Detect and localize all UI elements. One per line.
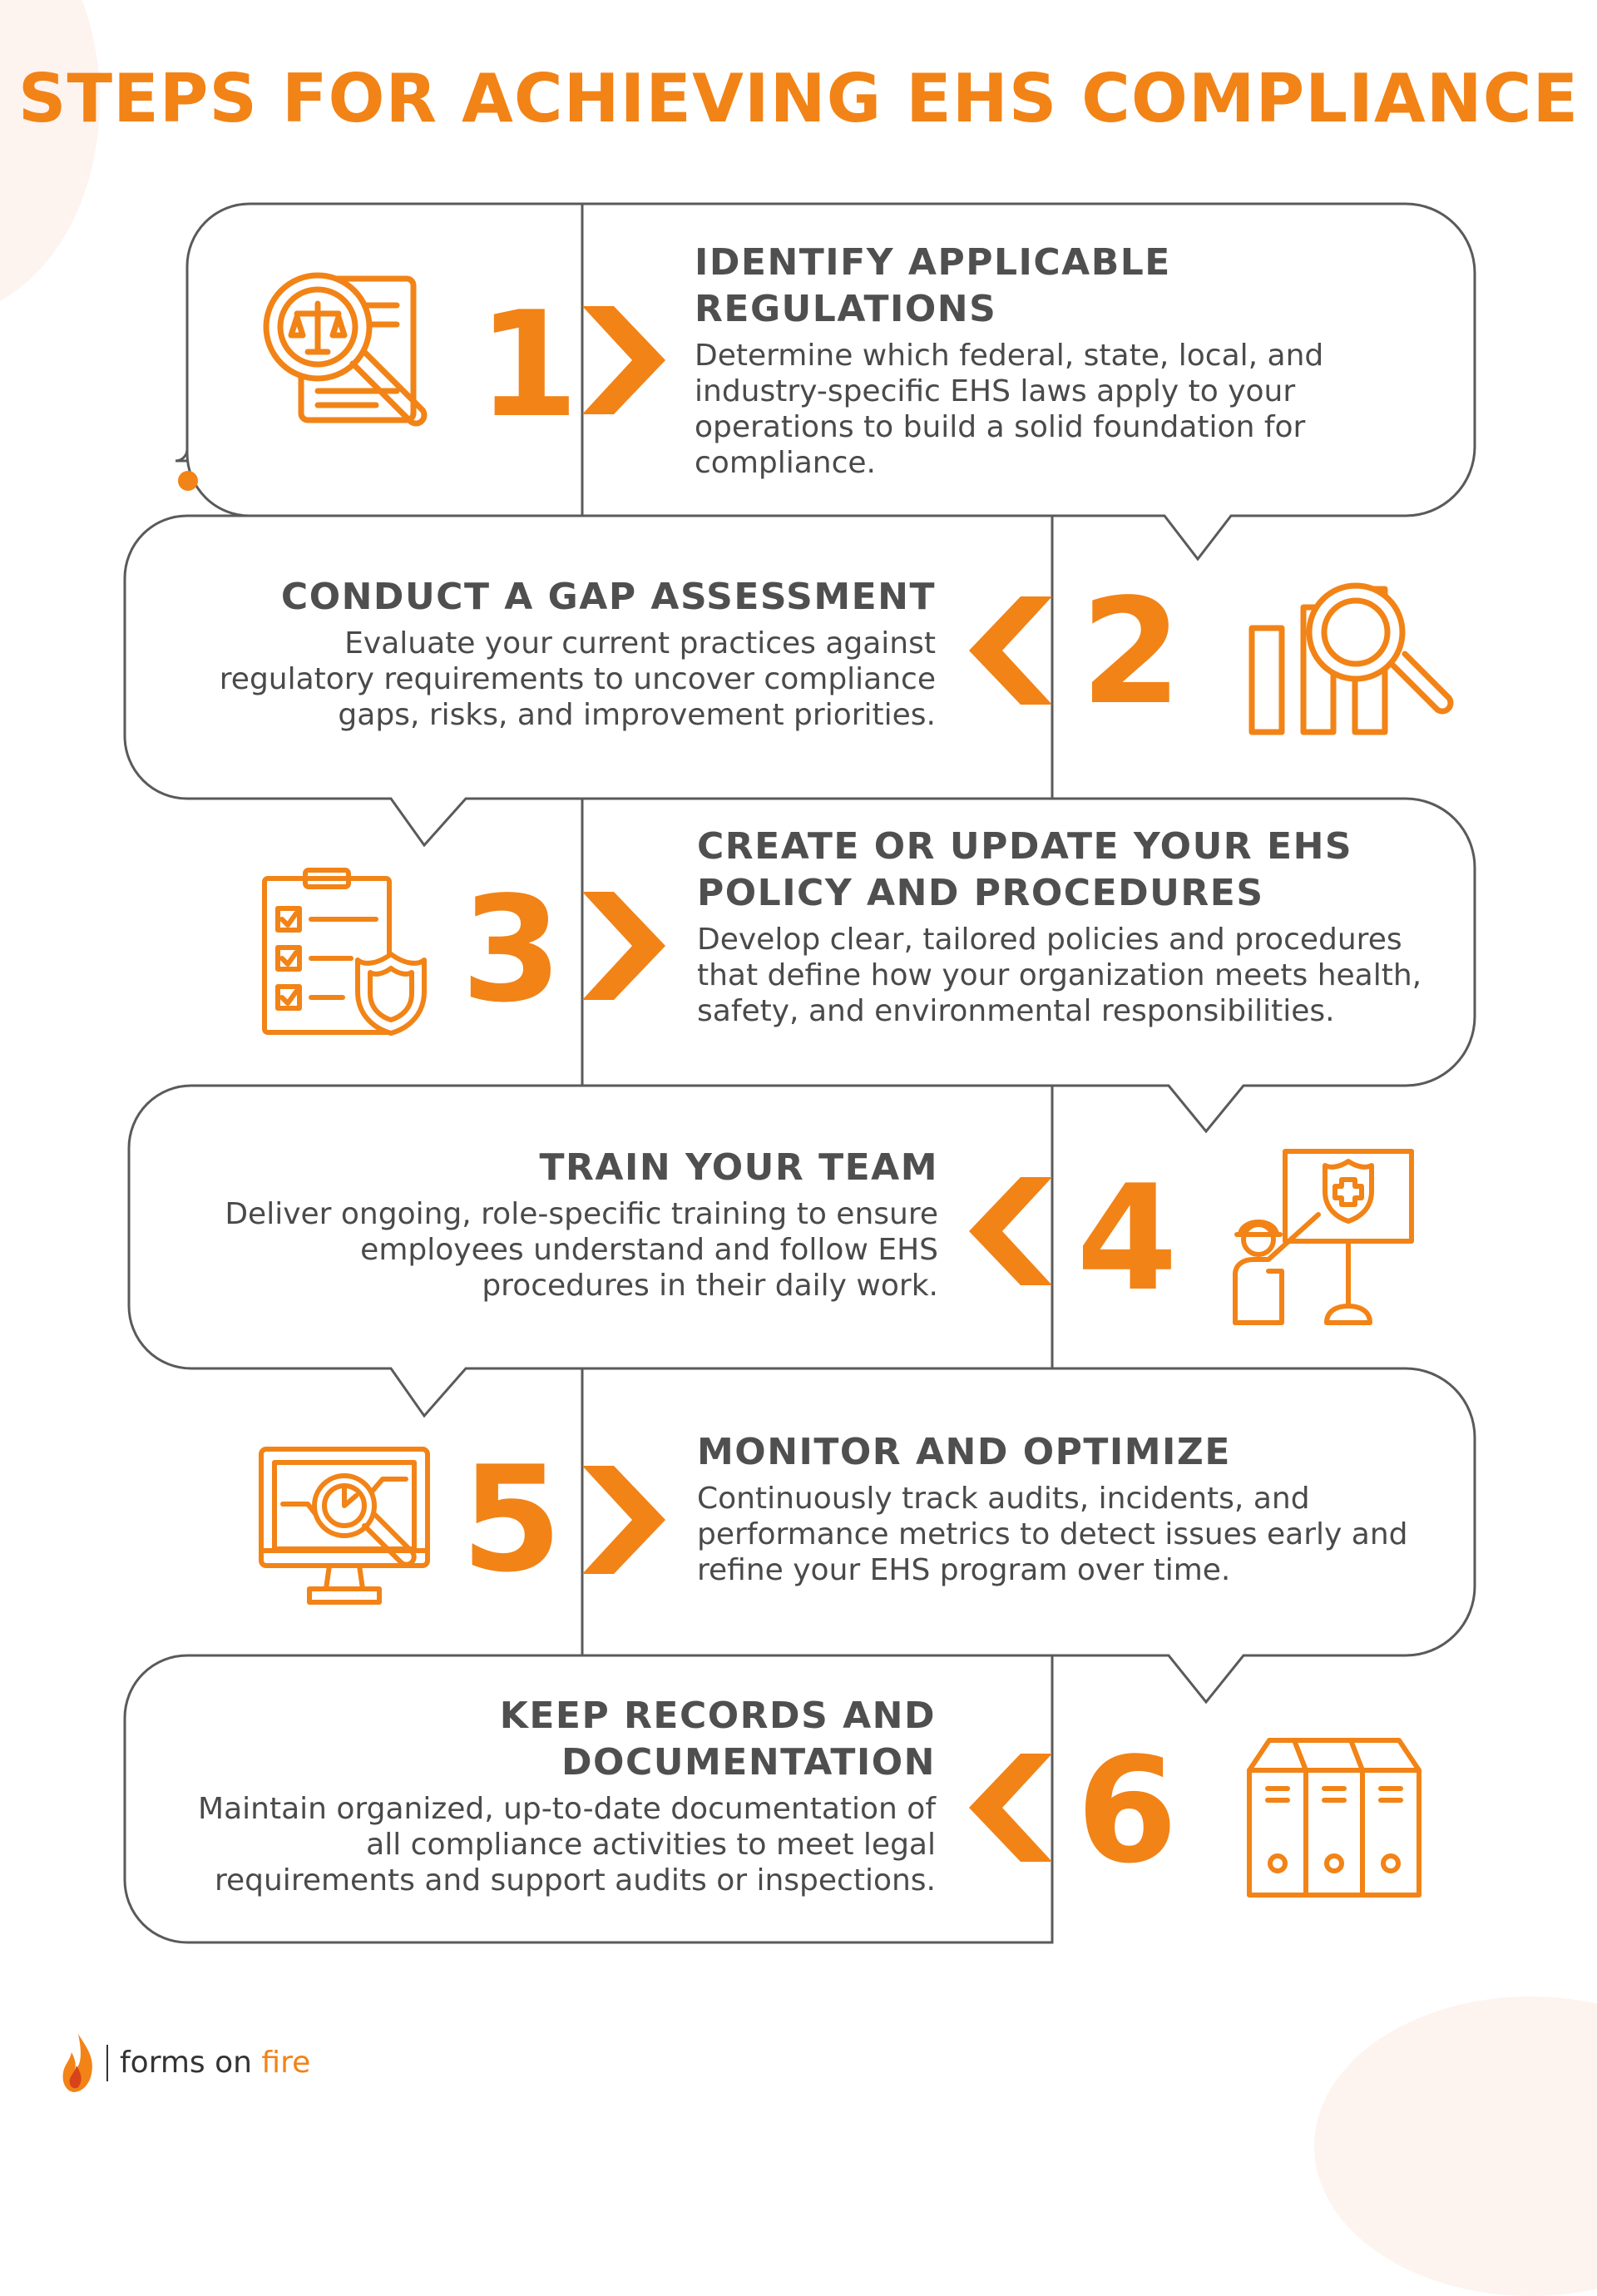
chevron-right-icon (582, 1466, 665, 1574)
step-4-text (200, 1145, 938, 1304)
step-2-heading: CONDUCT A GAP ASSESSMENT (280, 576, 936, 618)
chevron-left-icon (969, 1754, 1052, 1862)
step-3-number: 3 (461, 866, 562, 1035)
chevron-right-icon (582, 892, 665, 1000)
brand-name-part2: fire (261, 2046, 311, 2080)
step-2-number: 2 (1080, 568, 1182, 737)
bar-chart-magnifier-icon (1248, 582, 1456, 740)
step-1-text (695, 240, 1443, 481)
page-title: STEPS FOR ACHIEVING EHS COMPLIANCE (17, 60, 1580, 137)
step-3-heading: CREATE OR UPDATE YOUR EHS POLICY AND PROCEDURES (697, 825, 1353, 914)
monitor-analytics-icon (258, 1446, 433, 1608)
chevron-right-icon (582, 306, 665, 414)
checklist-shield-icon (260, 867, 434, 1037)
step-2-description: Evaluate your current practices against regulatory requirements to uncover compliance gaps, risks, and improvement priorities. (219, 626, 936, 732)
step-5-description: Continuously track audits, incidents, and performance metrics to detect issues early and refine your EHS program over time. (697, 1482, 1408, 1587)
brand-name (106, 2045, 310, 2081)
step-5-number: 5 (461, 1436, 562, 1605)
step-4-number: 4 (1076, 1155, 1178, 1324)
step-3-text (697, 824, 1462, 1029)
chevron-left-icon (969, 1177, 1052, 1285)
brand-name-part1: forms on (120, 2046, 262, 2080)
step-6-description: Maintain organized, up-to-date documentation of all compliance activities to meet legal requirements and support audits or inspections. (198, 1792, 936, 1898)
step-5-heading: MONITOR AND OPTIMIZE (697, 1431, 1231, 1473)
file-cabinet-icon (1246, 1737, 1422, 1899)
step-1-number: 1 (477, 281, 579, 450)
step-6-text (191, 1693, 936, 1898)
step-4-heading: TRAIN YOUR TEAM (539, 1146, 938, 1189)
step-6-number: 6 (1076, 1727, 1178, 1896)
chevron-left-icon (969, 596, 1052, 705)
step-2-text (200, 574, 936, 733)
safety-training-presenter-icon (1227, 1148, 1418, 1331)
step-6-heading: KEEP RECORDS AND DOCUMENTATION (499, 1695, 936, 1784)
step-1-description: Determine which federal, state, local, and industry-specific EHS laws apply to your operations to build a solid foundation for compliance. (695, 339, 1324, 480)
step-1-heading: IDENTIFY APPLICABLE REGULATIONS (695, 241, 1171, 330)
step-5-text (697, 1429, 1446, 1588)
brand-logo[interactable] (62, 2030, 310, 2096)
step-3-description: Develop clear, tailored policies and procedures that define how your organization meets health, safety, and environmental responsibilities. (697, 923, 1422, 1028)
step-4-description: Deliver ongoing, role-specific training to ensure employees understand and follow EHS procedures in their daily work. (225, 1197, 938, 1303)
legal-document-magnifier-icon (260, 270, 434, 445)
flame-icon (62, 2032, 95, 2094)
